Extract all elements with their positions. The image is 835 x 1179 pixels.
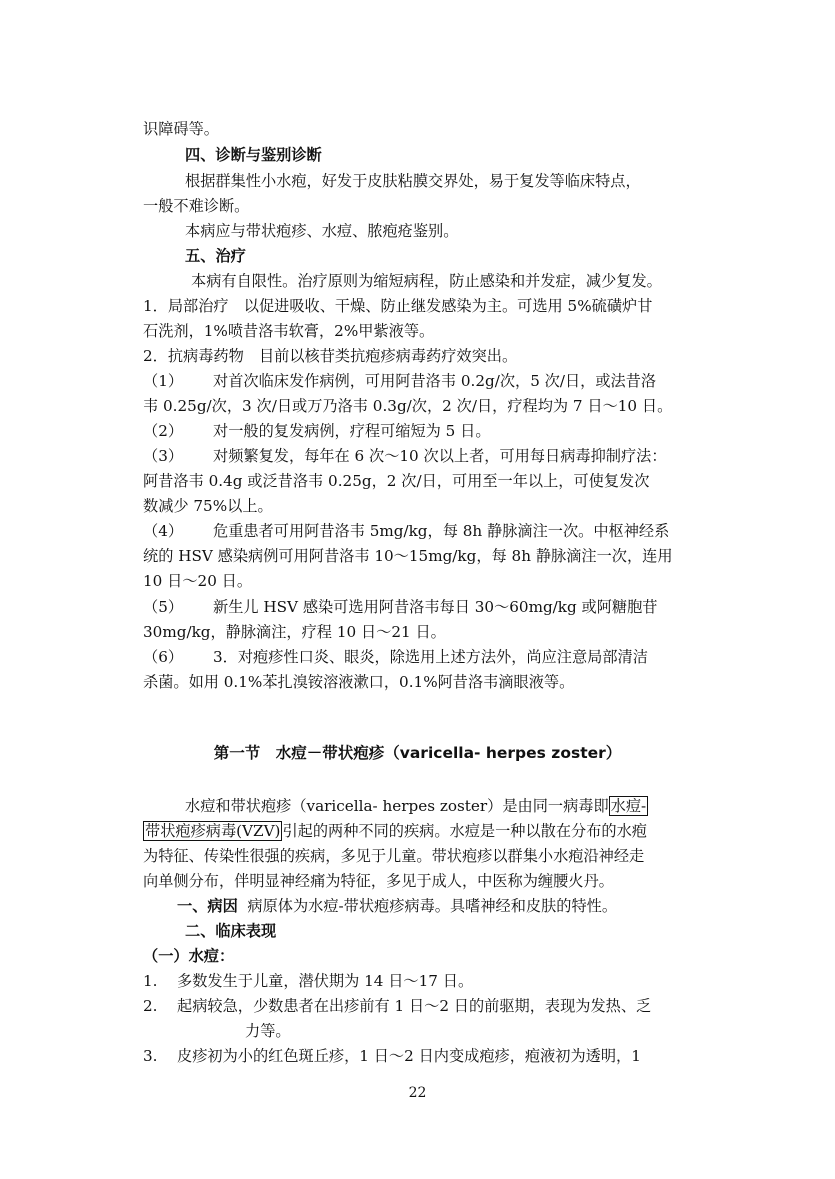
text-line: 30mg/kg，静脉滴注，疗程 10 日～21 日。 [143,623,446,641]
item-text: 危重患者可用阿昔洛韦 5mg/kg，每 8h 静脉滴注一次。中枢神经系 [213,522,670,540]
heading-diagnosis: 四、诊断与鉴别诊断 [185,146,322,164]
item-number: （5） [143,598,184,616]
list-item [143,970,473,992]
item-text: 对首次临床发作病例，可用阿昔洛韦 0.2g/次，5 次/日，或法昔洛 [213,372,657,390]
item-text: 皮疹初为小的红色斑丘疹，1 日～2 日内变成疱疹，疱液初为透明，1 [177,1047,641,1065]
item-number: 1. [143,972,158,990]
item-number: （3） [143,447,184,465]
text-line: 根据群集性小水疱，好发于皮肤粘膜交界处，易于复发等临床特点， [185,172,641,190]
boxed-term: 带状疱疹病毒(VZV) [145,822,281,840]
text-line: 韦 0.25g/次，3 次/日或万乃洛韦 0.3g/次，2 次/日，疗程均为 7 日～10 日。 [143,397,673,415]
intro-text: 水痘和带状疱疹（varicella- herpes zoster）是由同一病毒即 [185,797,609,815]
item-number: 3. [143,1047,158,1065]
text-line: 为特征、传染性很强的疾病，多见于儿童。带状疱疹以群集小水疱沿神经走 [143,847,645,865]
text-line: 本病有自限性。治疗原则为缩短病程，防止感染和并发症，减少复发。 [191,272,662,290]
item-text: 对频繁复发，每年在 6 次～10 次以上者，可用每日病毒抑制疗法： [213,447,667,465]
item-number: （6） [143,648,184,666]
text-line: 阿昔洛韦 0.4g 或泛昔洛韦 0.25g，2 次/日，可用至一年以上，可使复发次 [143,472,650,490]
text-line: 一般不难诊断。 [143,197,250,215]
text-line: 力等。 [245,1022,291,1040]
cause-line [177,895,617,917]
text-line: 石洗剂，1%喷昔洛韦软膏，2%甲紫液等。 [143,322,435,340]
text-line: 1．局部治疗 以促进吸收、干燥、防止继发感染为主。可选用 5%硫磺炉甘 [143,297,653,315]
text-line: 数减少 75%以上。 [143,497,273,515]
item-text: 起病较急，少数患者在出疹前有 1 日～2 日的前驱期，表现为发热、乏 [177,997,652,1015]
text-line: 本病应与带状疱疹、水痘、脓疱疮鉴别。 [185,222,459,240]
text-line: 10 日～20 日。 [143,572,253,590]
cause-text: 病原体为水痘-带状疱疹病毒。具嗜神经和皮肤的特性。 [247,897,618,915]
text-line: 杀菌。如用 0.1%苯扎溴铵溶液漱口，0.1%阿昔洛韦滴眼液等。 [143,673,575,691]
heading-treatment: 五、治疗 [185,247,246,265]
item-text: 新生儿 HSV 感染可选用阿昔洛韦每日 30～60mg/kg 或阿糖胞苷 [213,598,658,616]
intro-text: 引起的两种不同的疾病。水痘是一种以散在分布的水疱 [282,822,647,840]
list-item [143,1045,641,1067]
list-item [143,596,658,618]
item-number: （4） [143,522,184,540]
list-item [143,995,651,1017]
list-item [143,420,491,442]
text-line [185,795,648,817]
heading-cause: 一、病因 [177,897,238,915]
boxed-term: 水痘- [610,797,647,815]
list-item [143,646,648,668]
section-title: 第一节 水痘－带状疱疹（varicella- herpes zoster） [213,744,622,762]
item-text: 对一般的复发病例，疗程可缩短为 5 日。 [213,422,491,440]
text-line [143,820,647,842]
list-item [143,520,669,542]
list-item [143,445,667,467]
text-line: 识障碍等。 [143,120,219,138]
item-number: （2） [143,422,184,440]
item-number: （1） [143,372,184,390]
item-text: 3．对疱疹性口炎、眼炎，除选用上述方法外，尚应注意局部清洁 [213,648,648,666]
list-item [143,370,656,392]
text-line: 统的 HSV 感染病例可用阿昔洛韦 10～15mg/kg，每 8h 静脉滴注一次，连用 [143,547,673,565]
item-text: 多数发生于儿童，潜伏期为 14 日～17 日。 [177,972,474,990]
text-line: 向单侧分布，伴明显神经痛为特征，多见于成人，中医称为缠腰火丹。 [143,872,614,890]
page-number: 22 [408,1085,427,1101]
text-line: 2．抗病毒药物 目前以核苷类抗疱疹病毒药疗效突出。 [143,347,518,365]
heading-varicella: （一）水痘： [143,947,235,965]
heading-clinical: 二、临床表现 [185,922,277,940]
item-number: 2. [143,997,158,1015]
